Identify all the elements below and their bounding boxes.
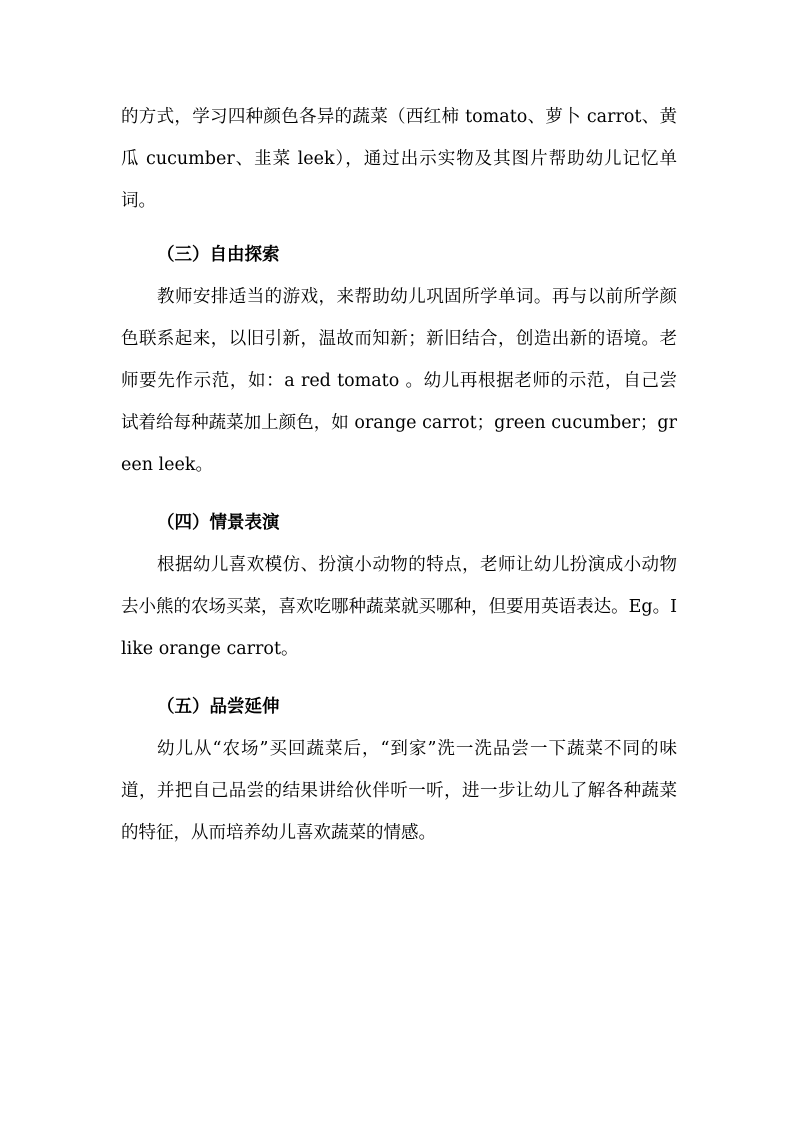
section-body-roleplay: 根据幼儿喜欢模仿、扮演小动物的特点，老师让幼儿扮演成小动物去小熊的农场买菜，喜欢吃哪种蔬菜就买哪种，但要用英语表达。Eg。I like orange carrot。 — [121, 555, 677, 659]
document-content — [121, 96, 677, 854]
section-body-explore: 教师安排适当的游戏，来帮助幼儿巩固所学单词。再与以前所学颜色联系起来，以旧引新，温故而知新；新旧结合，创造出新的语境。老师要先作示范，如：a red tomato 。幼儿再根据老师的示范，自己尝试着给每种蔬菜加上颜色，如 orange carrot；green cucumber；green leek。 — [121, 287, 677, 475]
section-heading-tasting: （五）品尝延伸 — [157, 697, 280, 717]
section-heading-roleplay: （四）情景表演 — [157, 513, 280, 533]
section-body-tasting: 幼儿从“农场”买回蔬菜后，“到家”洗一洗品尝一下蔬菜不同的味道，并把自己品尝的结果讲给伙伴听一听，进一步让幼儿了解各种蔬菜的特征，从而培养幼儿喜欢蔬菜的情感。 — [121, 739, 677, 843]
section-heading-explore: （三）自由探索 — [157, 245, 280, 265]
intro-paragraph: 的方式，学习四种颜色各异的蔬菜（西红柿 tomato、萝卜 carrot、黄瓜 cucumber、韭菜 leek），通过出示实物及其图片帮助幼儿记忆单词。 — [121, 107, 677, 211]
